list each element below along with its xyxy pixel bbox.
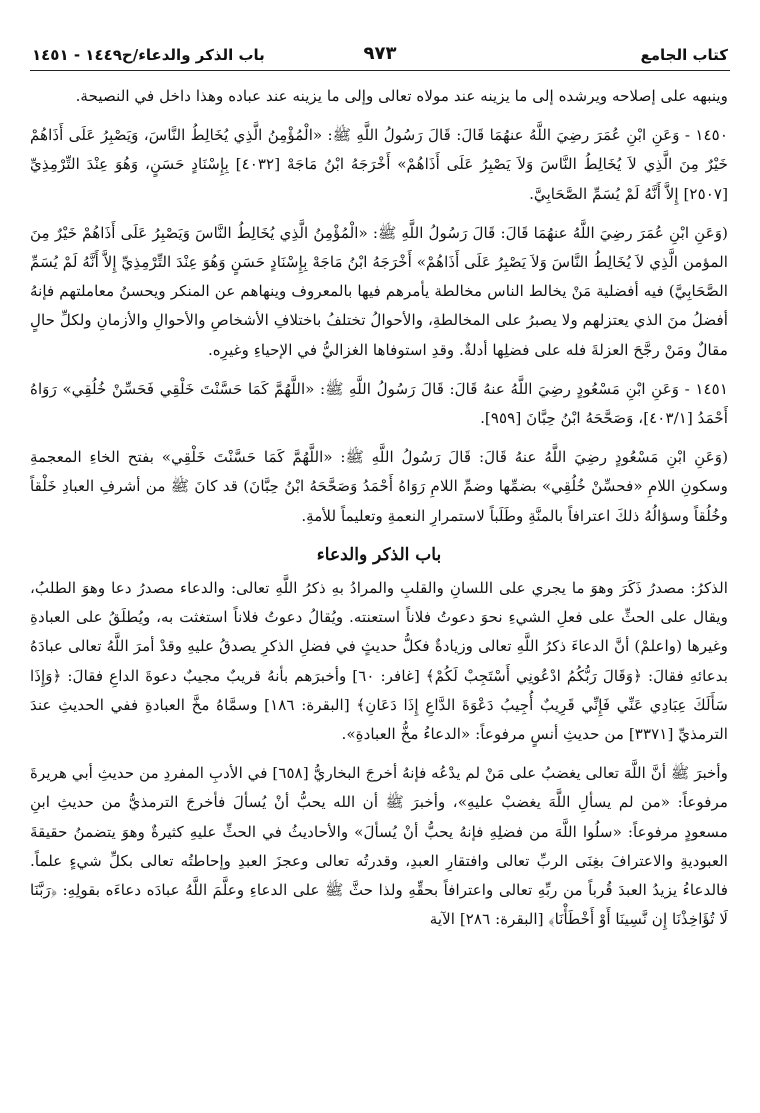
commentary-1450: (وَعَنِ ابْنِ عُمَرَ رضِيَ اللَّهُ عنهُمَا قَالَ: قَالَ رَسُولُ اللَّهِ ﷺ: «الْمُؤْمِنُ الَّذِي يُخَالِطُ النَّاسَ وَيَصْبِرُ عَلَى أَذَاهُمْ خَيْرٌ مِنَ المؤمن الَّذِي لاَ يُخَالِطُ النَّاسَ وَلاَ يَصْبِرُ عَلَى أَذَاهُمْ» أَخْرَجَهُ ابْنُ مَاجَهْ بِإِسْنَادٍ حَسَنٍ وَهُوَ عِنْدَ التِّرْمِذِيِّ إِلاَّ أَنَّهُ لَمْ يُسَمِّ الصَّحَابِيَّ) فيه أفضلية مَنْ يخالط الناس مخالطة يأمرهم فيها بالمعروف وينهاهم عن المنكر ويحسنُ معاملتهم فإنهُ أفضلُ منَ الذي يعتزلهم ولا يصبرُ على المخالطةِ، والأحوالُ تختلفُ باختلافِ الأشخاصِ والأحوالِ والأزمانِ ولكلِّ حالٍ مقالٌ ومَنْ رجَّحَ العزلةَ فله على فضلِها أدلةٌ. وقدِ استوفاها الغزاليُّ في الإحياءِ وغيرِه.: [30, 223, 728, 359]
hadith-1451: ١٤٥١ - وَعَنِ ابْنِ مَسْعُودٍ رضِيَ اللَّهُ عنهُ قَالَ: قَالَ رَسُولُ اللَّهِ ﷺ: «اللَّهُمَّ كَمَا حَسَّنْتَ خَلْقِي فَحَسِّنْ خُلُقِي» رَوَاهُ أَحْمَدُ [٤٠٣/١]، وَصَحَّحَهُ ابْنُ حِبَّانَ [٩٥٩].: [30, 379, 728, 428]
hadith-1450: ١٤٥٠ - وَعَنِ ابْنِ عُمَرَ رضِيَ اللَّهُ عنهُمَا قَالَ: قَالَ رَسُولُ اللَّهِ ﷺ: «الْمُؤْمِنُ الَّذِي يُخَالِطُ النَّاسَ، وَيَصْبِرُ عَلَى أَذَاهُمْ خَيْرٌ مِنَ الَّذِي لاَ يُخَالِطُ النَّاسَ وَلاَ يَصْبِرُ عَلَى أَذَاهُمْ» أَخْرَجَهُ ابْنُ مَاجَهْ [٤٠٣٢] بِإِسْنَادٍ حَسَنٍ، وَهُوَ عِنْدَ التِّرْمِذِيِّ [٢٥٠٧] إِلاَّ أَنَّهُ لَمْ يُسَمِّ الصَّحَابِيَّ.: [30, 126, 728, 203]
commentary-1451: (وَعَنِ ابْنِ مَسْعُودٍ رضِيَ اللَّهُ عنهُ قَالَ: قَالَ رَسُولُ اللَّهِ ﷺ: «اللَّهُمَّ كَمَا حَسَّنْتَ خَلْقِي» بفتح الخاءِ المعجمةِ وسكونِ اللامِ «فحسِّنْ خُلُقِي» بضمِّها وضمِّ اللامِ رَوَاهُ أَحْمَدُ وَصَحَّحَهُ ابْنُ حِبَّانَ) قد كانَ ﷺ من أشرفِ العبادِ خَلْقاً وخُلُقاً وسؤالُهُ ذلكَ اعترافاً بالمنَّةِ وطَلَباً لاستمرارِ النعمةِ وتعليماً للأمةِ.: [30, 448, 728, 525]
page-body: [30, 82, 728, 934]
page-number: ٩٧٣: [363, 43, 397, 64]
book-name: كتاب الجامع: [640, 46, 728, 64]
chapter-reference: باب الذكر والدعاء/ح١٤٤٩ - ١٤٥١: [32, 46, 265, 64]
chapter-intro: الذكرُ: مصدرُ ذَكَرَ وهوَ ما يجري على اللسانِ والقلبِ والمرادُ بهِ ذكرُ اللَّهِ تعالى: والدعاء مصدرُ دعا وهوَ الطلبُ، ويقال على الحثِّ على فعلِ الشيءِ نحوَ دعوتُ فلاناً استعنته. ويُقالُ دعوتُ فلاناً استغثت به، ويُطلَقُ على العبادةِ وغيرها (واعلمْ) أنَّ الدعاءَ ذكرُ اللَّهِ تعالى وزيادةٌ فكلُّ حديثٍ في فضلِ الذكرِ يصدقُ عليهِ وقدْ أمرَ اللَّهُ تعالى عبادَهُ بدعائهِ فقالَ: ﴿وَقَالَ رَبُّكُمُ ادْعُونِي أَسْتَجِبْ لَكُمْ﴾ [غافر: ٦٠] وأخبرَهم بأنهُ قريبٌ مجيبٌ دعوةَ الداعِ فقالَ: ﴿وَإِذَا سَأَلَكَ عِبَادِي عَنِّي فَإِنِّي قَرِيبٌ أُجِيبُ دَعْوَةَ الدَّاعِ إِذَا دَعَانِ﴾ [البقرة: ١٨٦] وسمَّاهُ مخَّ العبادةِ ففي الحديثِ عندَ الترمذيِّ [٣٣٧١] من حديثِ أنسٍ مرفوعاً: «الدعاءُ مخُّ العبادةِ».: [30, 579, 729, 744]
chapter-title: باب الذكر والدعاء: [316, 544, 442, 565]
running-header: [30, 38, 730, 71]
paragraph: وينبهه على إصلاحه ويرشده إلى ما يزينه عند مولاه تعالى وإلى ما يزينه عند عباده وهذا داخل في النصيحة.: [75, 87, 728, 105]
chapter-paragraph: وأخبرَ ﷺ أنَّ اللَّهَ تعالى يغضبُ على مَنْ لم يدْعُه فإنهُ أخرجَ البخاريُّ [٦٥٨] في الأدبِ المفردِ من حديثِ أبي هريرةَ مرفوعاً: «من لم يسألِ اللَّهَ يغضبْ عليهِ»، وأخبرَ ﷺ أن الله يحبُّ أنْ يُسألَ فأخرجَ الترمذيُّ من حديثِ ابنِ مسعودٍ مرفوعاً: «سلُوا اللَّهَ من فضلِهِ فإنهُ يحبُّ أنْ يُسألَ» والأحاديثُ في الحثِّ عليهِ كثيرةٌ وهوَ يتضمنُ حقيقةَ العبوديةِ والاعترافَ بغِنَى الربِّ تعالى وافتقارِ العبدِ، وقدرتُه تعالى وعجزَ العبدِ وإحاطتُه تعالى بكلِّ شيءٍ علماً. فالدعاءُ يزيدُ العبدَ قُرباً من ربِّهِ تعالى واعترافاً بحقِّهِ ولذا حثَّ ﷺ على الدعاءِ وعلَّمَ اللَّهُ عبادَه دعاءَه بقولِهِ: ﴿رَبَّنَا لَا تُؤَاخِذْنَا إِن نَّسِينَا أَوْ أَخْطَأْنَا﴾ [البقرة: ٢٨٦] الآية: [30, 764, 728, 929]
